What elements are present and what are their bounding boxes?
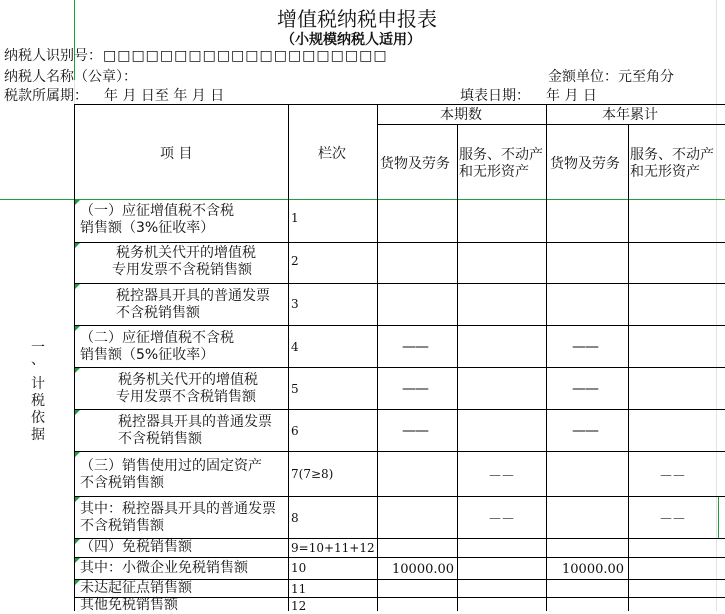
- row-label-3b: 不含税销售额: [116, 305, 200, 321]
- column-header-services-year-2: 和无形资产: [630, 164, 700, 180]
- column-header-goods-year: 货物及劳务: [550, 156, 620, 172]
- row10-goods-year[interactable]: 10000.00: [562, 562, 625, 577]
- fill-date-value: 年 月 日: [546, 88, 597, 104]
- row-label-2a: 税务机关代开的增值税: [116, 245, 256, 261]
- row-number-11: 11: [291, 582, 307, 596]
- tax-period-label: 税款所属期：: [4, 88, 88, 104]
- row-number-8: 8: [291, 511, 299, 525]
- column-header-lanci: 栏次: [318, 146, 346, 162]
- row-label-6b: 不含税销售额: [118, 431, 202, 447]
- dash-cell: －－: [488, 512, 514, 528]
- column-header-current-period: 本期数: [440, 107, 482, 123]
- section-char: 计: [31, 376, 45, 392]
- row-label-8b: 不含税销售额: [80, 518, 164, 534]
- row-number-1: 1: [291, 211, 299, 225]
- sheet-gridline-green: [74, 0, 75, 80]
- table-line: [628, 124, 629, 611]
- row-number-12: 12: [291, 599, 307, 613]
- row-label-10: 其中：小微企业免税销售额: [80, 560, 248, 576]
- column-header-goods: 货物及劳务: [380, 156, 450, 172]
- dash-cell: ——: [572, 339, 598, 355]
- row-label-2b: 专用发票不含税销售额: [112, 262, 252, 278]
- row-label-9: （四）免税销售额: [80, 539, 192, 555]
- row-number-9: 9=10+11+12: [291, 541, 375, 555]
- fill-date-label: 填表日期：: [460, 88, 530, 104]
- taxpayer-id-boxes[interactable]: □□□□□□□□□□□□□□□□□□□□: [103, 48, 388, 64]
- section-comma: 、: [31, 352, 45, 368]
- row-label-1a: （一）应征增值税不含税: [80, 203, 234, 219]
- page-title: 增值税纳税申报表: [277, 7, 437, 31]
- row10-goods-current[interactable]: 10000.00: [392, 562, 455, 577]
- section-char: 依: [31, 410, 45, 426]
- table-line: [377, 104, 378, 611]
- row-number-2: 2: [291, 254, 299, 268]
- dash-cell: －－: [488, 469, 514, 485]
- row-number-4: 4: [291, 340, 299, 354]
- section-char: 税: [31, 393, 45, 409]
- dash-cell: ——: [572, 423, 598, 439]
- row-number-5: 5: [291, 382, 299, 396]
- row-label-4b: 销售额（5%征收率）: [80, 347, 215, 363]
- table-line: [546, 104, 547, 611]
- row-number-10: 10: [291, 561, 307, 575]
- column-header-services: 服务、不动产: [459, 147, 543, 163]
- row-label-1b: 销售额（3%征收率）: [80, 220, 215, 236]
- dash-cell: ——: [572, 381, 598, 397]
- column-header-services-2: 和无形资产: [459, 164, 529, 180]
- page-subtitle: （小规模纳税人适用）: [281, 32, 421, 48]
- row-label-5a: 税务机关代开的增值税: [118, 372, 258, 388]
- row-label-6a: 税控器具开具的普通发票: [118, 414, 272, 430]
- table-line: [288, 104, 289, 611]
- cell-comment-marker: [75, 410, 80, 415]
- cell-comment-marker: [75, 243, 80, 248]
- dash-cell: －－: [659, 512, 685, 528]
- row-label-8a: 其中：税控器具开具的普通发票: [80, 501, 276, 517]
- table-line: [377, 124, 725, 125]
- dash-cell: ——: [402, 423, 428, 439]
- row-label-3a: 税控器具开具的普通发票: [116, 288, 270, 304]
- cell-comment-marker: [75, 284, 80, 289]
- row-label-7a: （三）销售使用过的固定资产: [80, 458, 262, 474]
- column-header-services-year: 服务、不动产: [630, 147, 714, 163]
- row-label-7b: 不含税销售额: [80, 475, 164, 491]
- section-number: 一: [31, 340, 45, 356]
- table-border-top: [74, 104, 725, 105]
- row-label-12: 其他免税销售额: [80, 597, 178, 613]
- row-label-4a: （二）应征增值税不含税: [80, 330, 234, 346]
- selection-border-right: [718, 496, 719, 538]
- section-char: 据: [31, 427, 45, 443]
- cell-comment-marker: [75, 368, 80, 373]
- row-number-3: 3: [291, 297, 299, 311]
- row-number-6: 6: [291, 424, 299, 438]
- row-number-7: 7(7≥8): [291, 467, 334, 481]
- row-label-11: 未达起征点销售额: [80, 580, 192, 596]
- table-line: [457, 124, 458, 611]
- column-header-year-total: 本年累计: [602, 107, 658, 123]
- row-label-5b: 专用发票不含税销售额: [116, 389, 256, 405]
- taxpayer-id-label: 纳税人识别号：: [4, 48, 102, 64]
- sheet-gridline: [716, 0, 717, 611]
- currency-unit: 金额单位：元至角分: [548, 69, 674, 85]
- column-header-item: 项 目: [160, 146, 193, 162]
- taxpayer-name-label: 纳税人名称（公章）：: [4, 69, 137, 85]
- tax-period-value: 年 月 日至 年 月 日: [104, 88, 225, 104]
- table-border-left: [74, 104, 75, 611]
- dash-cell: ——: [402, 339, 428, 355]
- cell-comment-marker: [75, 452, 80, 457]
- dash-cell: －－: [659, 469, 685, 485]
- dash-cell: ——: [402, 381, 428, 397]
